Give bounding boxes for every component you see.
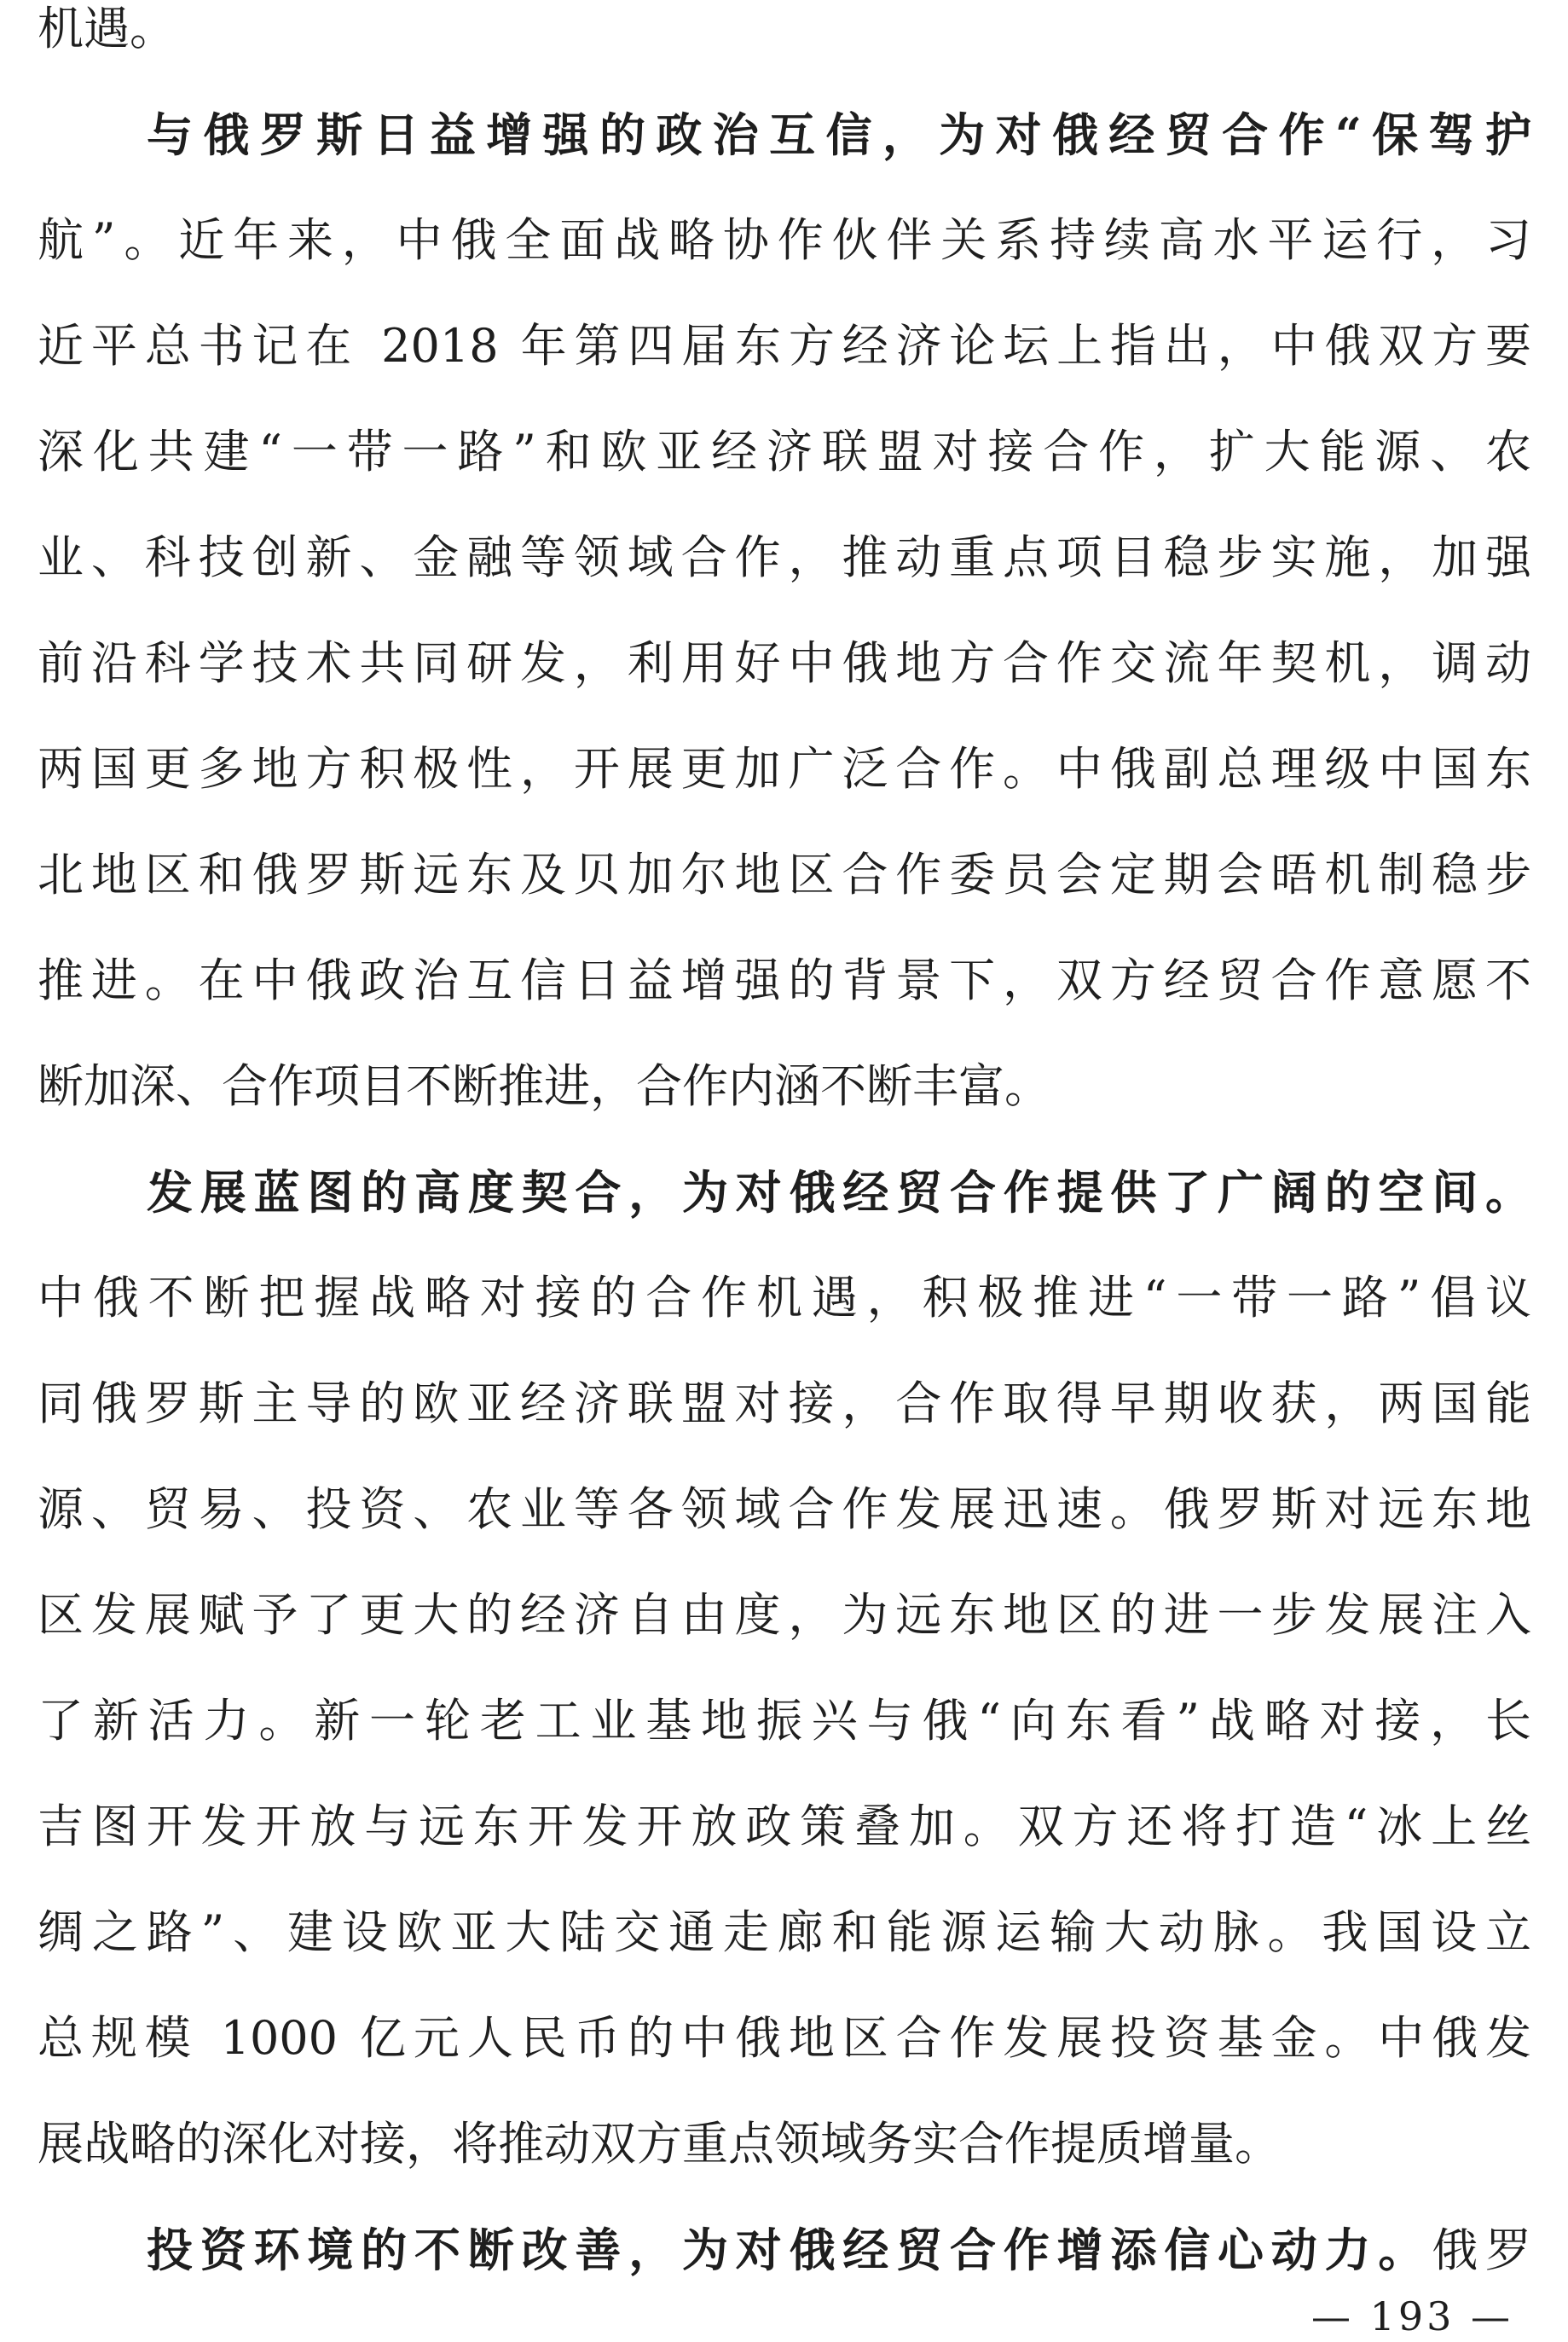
paragraph-heading-line: 投资环境的不断改善，为对俄经贸合作增添信心动力。俄罗 <box>147 2223 1531 2277</box>
text-line: 断加深、合作项目不断推进，合作内涵不断丰富。 <box>38 1059 1050 1113</box>
text-line: 了新活力。新一轮老工业基地振兴与俄“向东看”战略对接，长 <box>38 1694 1531 1748</box>
paragraph-lead: 与俄罗斯日益增强的政治互信，为对俄经贸合作“保驾护 <box>147 107 1531 162</box>
text-line: 机遇。 <box>38 2 176 55</box>
paragraph-lead: 投资环境的不断改善，为对俄经贸合作增添信心动力。 <box>147 2223 1432 2277</box>
paragraph-heading-line <box>147 1155 1531 1230</box>
text-line: 同俄罗斯主导的欧亚经济联盟对接，合作取得早期收获，两国能 <box>38 1377 1531 1430</box>
text-line: 两国更多地方积极性，开展更加广泛合作。中俄副总理级中国东 <box>38 742 1531 796</box>
text-line: 展战略的深化对接，将推动双方重点领域务实合作提质增量。 <box>38 2117 1281 2171</box>
text-line: 推进。在中俄政治互信日益增强的背景下，双方经贸合作意愿不 <box>38 954 1531 1007</box>
text-line: 总规模 1000 亿元人民币的中俄地区合作发展投资基金。中俄发 <box>38 2011 1531 2065</box>
text-line: 区发展赋予了更大的经济自由度，为远东地区的进一步发展注入 <box>38 1588 1531 1642</box>
text-line: 深化共建“一带一路”和欧亚经济联盟对接合作，扩大能源、农 <box>38 425 1531 478</box>
text-line: 北地区和俄罗斯远东及贝加尔地区合作委员会定期会晤机制稳步 <box>38 848 1531 901</box>
text-line: 绸之路”、建设欧亚大陆交通走廊和能源运输大动脉。我国设立 <box>38 1905 1531 1959</box>
paragraph-heading-line <box>147 97 1531 172</box>
text-line: 航”。近年来，中俄全面战略协作伙伴关系持续高水平运行，习 <box>38 213 1531 267</box>
text-line: 源、贸易、投资、农业等各领域合作发展迅速。俄罗斯对远东地 <box>38 1482 1531 1536</box>
paragraph-lead: 发展蓝图的高度契合，为对俄经贸合作提供了广阔的空间。 <box>147 1165 1531 1220</box>
text-line: 中俄不断把握战略对接的合作机遇，积极推进“一带一路”倡议 <box>38 1271 1531 1325</box>
text-line: 业、科技创新、金融等领域合作，推动重点项目稳步实施，加强 <box>38 530 1531 584</box>
page-number: — 193 — <box>1311 2293 1513 2339</box>
text-line: 近平总书记在 2018 年第四届东方经济论坛上指出，中俄双方要 <box>38 319 1531 373</box>
text-line: 吉图开发开放与远东开发开放政策叠加。双方还将打造“冰上丝 <box>38 1800 1531 1853</box>
text-line: 前沿科学技术共同研发，利用好中俄地方合作交流年契机，调动 <box>38 636 1531 690</box>
